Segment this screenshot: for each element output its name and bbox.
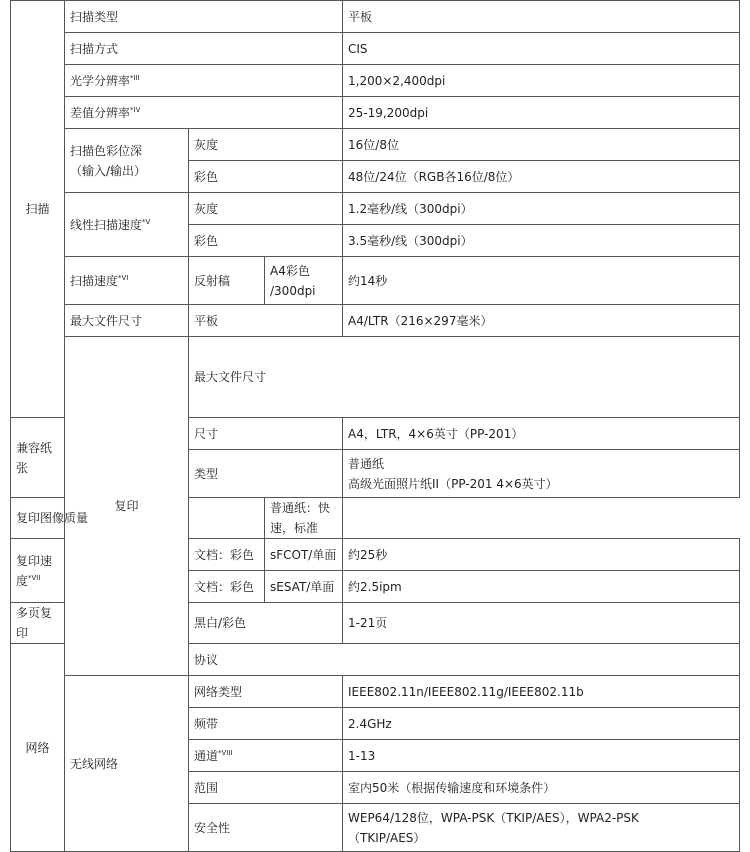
footnote-marker: *III xyxy=(130,73,140,82)
footnote-marker: *IV xyxy=(130,105,141,114)
value-network-type: IEEE802.11n/IEEE802.11g/IEEE802.11b xyxy=(343,676,740,708)
sublabel-range: 范围 xyxy=(189,772,343,804)
footnote-marker: *V xyxy=(142,217,151,226)
table-row xyxy=(11,337,740,418)
label-optical-resolution: 光学分辨率$^{*III}$ xyxy=(65,65,343,97)
value-security: WEP64/128位，WPA-PSK（TKIP/AES），WPA2-PSK （TKIP/AES） xyxy=(343,804,740,852)
label-wireless: 无线网络 xyxy=(65,676,189,852)
table-row xyxy=(11,65,740,97)
footnote-marker: *VII xyxy=(28,573,41,582)
label-copy-speed: 复印速度$^{*VII}$ xyxy=(11,539,65,603)
sublabel-color-depth-color: 彩色 xyxy=(189,161,343,193)
value-range: 室内50米（根据传输速度和环境条件） xyxy=(343,772,740,804)
section-copy: 复印 xyxy=(65,337,189,676)
label-scan-speed: 扫描速度$^{*VI}$ xyxy=(65,257,189,305)
condition-scan-speed: A4彩色 /300dpi xyxy=(265,257,343,305)
sublabel-line-speed-gray: 灰度 xyxy=(189,193,343,225)
table-row xyxy=(11,193,740,225)
value-band: 2.4GHz xyxy=(343,708,740,740)
value-scan-method: CIS xyxy=(343,33,740,65)
footnote-marker: *VIII xyxy=(218,748,233,757)
value-line-speed-color: 3.5毫秒/线（300dpi） xyxy=(343,225,740,257)
sublabel-channel: 通道$^{*VIII}$ xyxy=(189,740,343,772)
section-scan: 扫描 xyxy=(11,1,65,418)
value-max-document-scan: A4/LTR（216×297毫米） xyxy=(343,305,740,337)
sublabel-paper-size: 尺寸 xyxy=(189,418,343,450)
section-network: 网络 xyxy=(11,644,65,852)
table-row xyxy=(11,305,740,337)
value-paper-size: A4，LTR，4×6英寸（PP-201） xyxy=(343,418,740,450)
spec-table xyxy=(10,0,740,852)
value-optical-resolution: 1,200×2,400dpi xyxy=(343,65,740,97)
value-copy-quality: 普通纸：快速，标准 xyxy=(265,498,343,539)
sublabel-paper-type: 类型 xyxy=(189,450,343,498)
sublabel-color-depth-gray: 灰度 xyxy=(189,129,343,161)
sublabel-copy-speed-2: 文档：彩色 xyxy=(189,571,265,603)
label-protocol: 协议 xyxy=(189,644,740,676)
value-copy-speed-2: 约2.5ipm xyxy=(343,571,740,603)
sublabel-line-speed-color: 彩色 xyxy=(189,225,343,257)
label-compatible-paper: 兼容纸张 xyxy=(11,418,65,498)
value-scan-speed: 约14秒 xyxy=(343,257,740,305)
table-row xyxy=(11,257,740,305)
label-max-document-copy: 最大文件尺寸 xyxy=(189,337,740,418)
label-max-document-scan: 最大文件尺寸 xyxy=(65,305,189,337)
sublabel-band: 频带 xyxy=(189,708,343,740)
condition-copy-speed-2: sESAT/单面 xyxy=(265,571,343,603)
value-color-depth-gray: 16位/8位 xyxy=(343,129,740,161)
value-channel: 1-13 xyxy=(343,740,740,772)
value-copy-speed-1: 约25秒 xyxy=(343,539,740,571)
sublabel-flatbed: 平板 xyxy=(189,305,343,337)
table-row xyxy=(11,33,740,65)
sublabel-copy-speed-1: 文档：彩色 xyxy=(189,539,265,571)
table-row xyxy=(11,676,740,708)
value-interpolated-resolution: 25-19,200dpi xyxy=(343,97,740,129)
table-row xyxy=(11,129,740,161)
label-scan-type: 扫描类型 xyxy=(65,1,343,33)
sublabel-network-type: 网络类型 xyxy=(189,676,343,708)
sublabel-scan-speed-reflective: 反射稿 xyxy=(189,257,265,305)
label-multi-copy: 多页复印 xyxy=(11,603,65,644)
table-row xyxy=(11,97,740,129)
condition-copy-speed-1: sFCOT/单面 xyxy=(265,539,343,571)
value-line-speed-gray: 1.2毫秒/线（300dpi） xyxy=(343,193,740,225)
value-paper-type: 普通纸 高级光面照片纸II（PP-201 4×6英寸） xyxy=(343,450,740,498)
label-color-depth: 扫描色彩位深 （输入/输出） xyxy=(65,129,189,193)
sublabel-security: 安全性 xyxy=(189,804,343,852)
label-line-scan-speed: 线性扫描速度$^{*V}$ xyxy=(65,193,189,257)
label-copy-quality: 复印图像质量 xyxy=(11,498,265,539)
table-row xyxy=(11,1,740,33)
sublabel-multi-copy: 黑白/彩色 xyxy=(189,603,343,644)
label-interpolated-resolution: 差值分辨率$^{*IV}$ xyxy=(65,97,343,129)
label-scan-method: 扫描方式 xyxy=(65,33,343,65)
value-multi-copy: 1-21页 xyxy=(343,603,740,644)
value-color-depth-color: 48位/24位（RGB各16位/8位） xyxy=(343,161,740,193)
value-scan-type: 平板 xyxy=(343,1,740,33)
footnote-marker: *VI xyxy=(118,273,129,282)
